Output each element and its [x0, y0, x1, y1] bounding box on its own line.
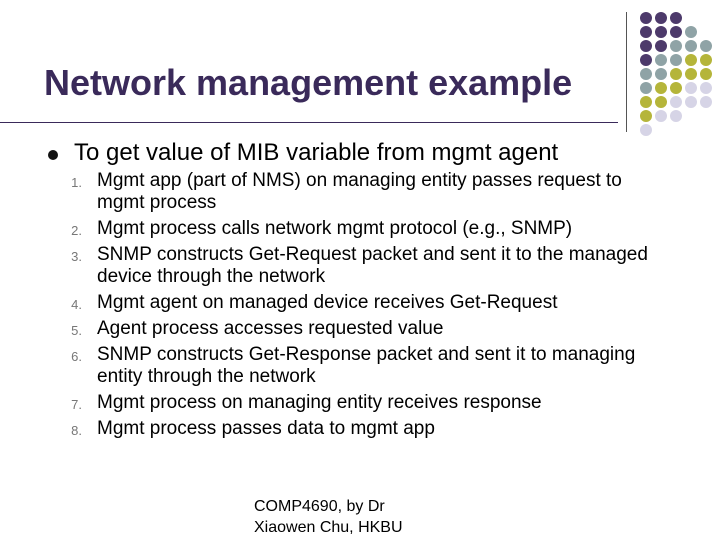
step-text: Mgmt app (part of NMS) on managing entity passes request to mgmt process — [97, 170, 622, 213]
list-item — [40, 244, 660, 288]
dot — [670, 96, 682, 108]
dot — [685, 54, 697, 66]
step-text: Mgmt process passes data to mgmt app — [97, 418, 435, 439]
step-text: SNMP constructs Get-Request packet and sent it to the managed device through the network — [97, 244, 648, 287]
dot — [655, 12, 667, 24]
list-item — [40, 218, 660, 240]
list-item — [40, 344, 660, 388]
dot — [670, 68, 682, 80]
dot — [655, 26, 667, 38]
dot — [700, 96, 712, 108]
dot — [640, 68, 652, 80]
dot — [655, 68, 667, 80]
list-item — [40, 170, 660, 214]
dot — [640, 40, 652, 52]
dot — [670, 12, 682, 24]
dot — [685, 68, 697, 80]
dot — [670, 82, 682, 94]
steps-list — [40, 170, 660, 444]
dot — [640, 96, 652, 108]
step-number: 6. — [71, 349, 82, 364]
title-underline — [0, 122, 618, 123]
slide-footer: COMP4690, by Dr Xiaowen Chu, HKBU — [254, 498, 403, 536]
dot — [655, 96, 667, 108]
list-item — [40, 392, 660, 414]
dot — [640, 110, 652, 122]
dot — [670, 40, 682, 52]
dot-grid-group — [640, 12, 712, 136]
step-number: 8. — [71, 423, 82, 438]
dot — [685, 26, 697, 38]
step-text: Agent process accesses requested value — [97, 318, 444, 339]
step-number: 4. — [71, 297, 82, 312]
dot — [640, 54, 652, 66]
dot — [670, 26, 682, 38]
dot — [640, 124, 652, 136]
dot — [700, 68, 712, 80]
dot — [655, 82, 667, 94]
dot — [655, 110, 667, 122]
step-number: 2. — [71, 223, 82, 238]
decorative-dot-grid — [640, 10, 720, 138]
dot — [685, 96, 697, 108]
dot — [700, 54, 712, 66]
list-item — [40, 418, 660, 440]
decorative-vertical-line — [626, 12, 627, 132]
step-text: Mgmt agent on managed device receives Get-Request — [97, 292, 558, 313]
dot — [685, 82, 697, 94]
list-item — [40, 318, 660, 340]
list-item — [40, 292, 660, 314]
dot — [640, 26, 652, 38]
step-number: 3. — [71, 249, 82, 264]
main-bullet-text: To get value of MIB variable from mgmt agent — [74, 139, 559, 166]
dot — [640, 12, 652, 24]
slide-title: Network management example — [44, 62, 573, 103]
dot — [670, 110, 682, 122]
bullet-icon — [48, 150, 58, 160]
dot — [655, 40, 667, 52]
dot — [700, 82, 712, 94]
step-text: SNMP constructs Get-Response packet and sent it to managing entity through the network — [97, 344, 636, 387]
step-text: Mgmt process calls network mgmt protocol (e.g., SNMP) — [97, 218, 573, 239]
dot — [640, 82, 652, 94]
dot — [700, 40, 712, 52]
dot — [685, 40, 697, 52]
step-number: 7. — [71, 397, 82, 412]
dot — [670, 54, 682, 66]
dot — [655, 54, 667, 66]
step-text: Mgmt process on managing entity receives response — [97, 392, 542, 413]
step-number: 5. — [71, 323, 82, 338]
step-number: 1. — [71, 175, 82, 190]
